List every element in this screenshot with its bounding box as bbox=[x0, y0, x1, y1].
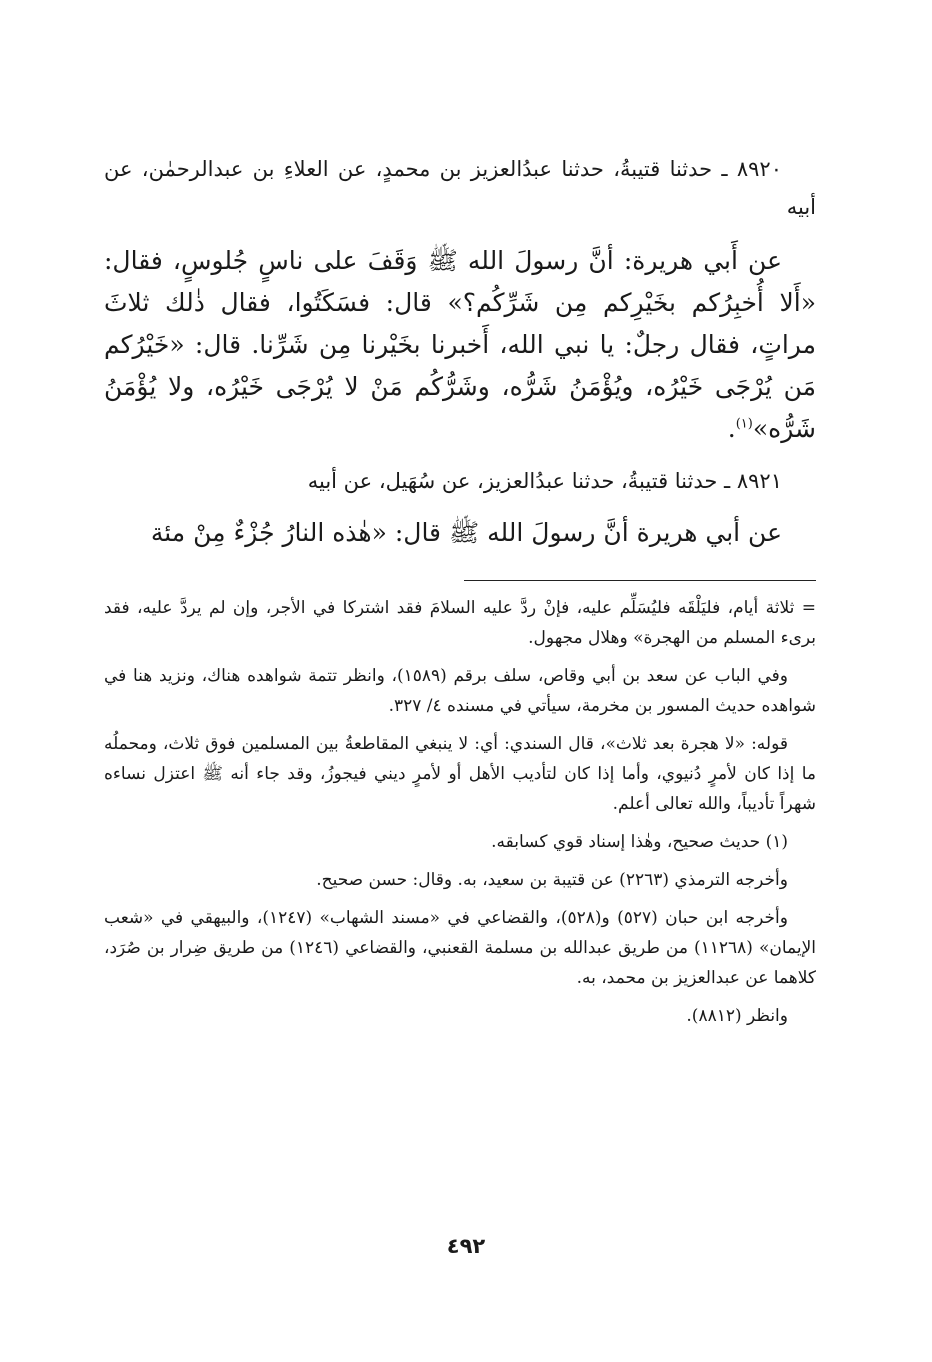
footnote-paragraph: وانظر (٨٨١٢). bbox=[686, 1006, 788, 1026]
hadith-8920-matn bbox=[104, 240, 816, 450]
page-number: ٤٩٢ bbox=[446, 1234, 486, 1258]
footnote-paragraph: قوله: «لا هجرة بعد ثلاث»، قال السندي: أي: لا ينبغي المقاطعةُ بين المسلمين فوق ثلاث، ومحملُه ما إذا كان لأمرٍ دُنيوي، وأما إذا كان لتأديب الأهل أو لأمرٍ ديني فيجوزُ، وقد جاء أنه ﷺ اعتزل نساءه شهراً تأديباً، والله تعالى أعلم. bbox=[104, 734, 816, 814]
footnotes bbox=[104, 593, 816, 1031]
hadith-8920-text: عن أَبي هريرة: أنَّ رسولَ الله ﷺ وَقَفَ على ناسٍ جُلوسٍ، فقال: «أَلا أُخبِرُكم بخَيْرِكم مِن شَرِّكُم؟» قال: فسَكَتُوا، فقال ذٰلك ثلاثَ مراتٍ، فقال رجلٌ: يا نبي الله، أَخبرنا بخَيْرنا مِن شَرِّنا. قال: «خَيْرُكم مَن يُرْجَى خَيْرُه، ويُؤْمَنُ شَرُّه، وشَرُّكُم مَنْ لا يُرْجَى خَيْرُه، ولا يُؤْمَنُ شَرُّه» bbox=[104, 246, 816, 443]
hadith-8921-matn: عن أبي هريرة أنَّ رسولَ الله ﷺ قال: «هٰذه النارُ جُزْءٌ مِنْ مئة bbox=[150, 518, 782, 547]
footnote-paragraph: وأخرجه ابن حبان (٥٢٧) و(٥٢٨)، والقضاعي في «مسند الشهاب» (١٢٤٧)، والبيهقي في «شعب الإيمان» (١١٢٦٨) من طريق عبدالله بن مسلمة القعنبي، والقضاعي (١٢٤٦) من طريق ضِرار بن صُرَد، كلاهما عن عبدالعزيز بن محمد، به. bbox=[104, 908, 816, 988]
footnote-paragraph: وفي الباب عن سعد بن أبي وقاص، سلف برقم (١٥٨٩)، وانظر تتمة شواهده هناك، ونزيد هنا في شواهده حديث المسور بن مخرمة، سيأتي في مسنده ٤/ ٣٢٧. bbox=[104, 666, 816, 716]
footnote-1: (١) حديث صحيح، وهٰذا إسناد قوي كسابقه. bbox=[491, 832, 788, 852]
hadith-8920-isnad: ٨٩٢٠ ـ حدثنا قتيبةُ، حدثنا عبدُالعزيز بن محمدٍ، عن العلاءِ بن عبدالرحمٰن، عن أبيه bbox=[104, 157, 816, 219]
page-body bbox=[104, 150, 816, 1039]
footnote-marker[interactable]: (١) bbox=[735, 416, 753, 432]
footnote-paragraph: وأخرجه الترمذي (٢٢٦٣) عن قتيبة بن سعيد، به. وقال: حسن صحيح. bbox=[316, 870, 788, 890]
hadith-8921-isnad: ٨٩٢١ ـ حدثنا قتيبةُ، حدثنا عبدُالعزيز، عن سُهَيل، عن أبيه bbox=[307, 469, 782, 493]
footnote-continuation: = ثلاثة أيام، فليَلْقَه فليُسَلِّم عليه، فإنْ ردَّ عليه السلامَ فقد اشتركا في الأجر، وإن لم يردَّ عليه، فقد برىء المسلم من الهجرة» وهلال مجهول. bbox=[104, 598, 816, 648]
hadith-8920-end: . bbox=[727, 414, 736, 443]
footnote-separator bbox=[464, 580, 816, 581]
